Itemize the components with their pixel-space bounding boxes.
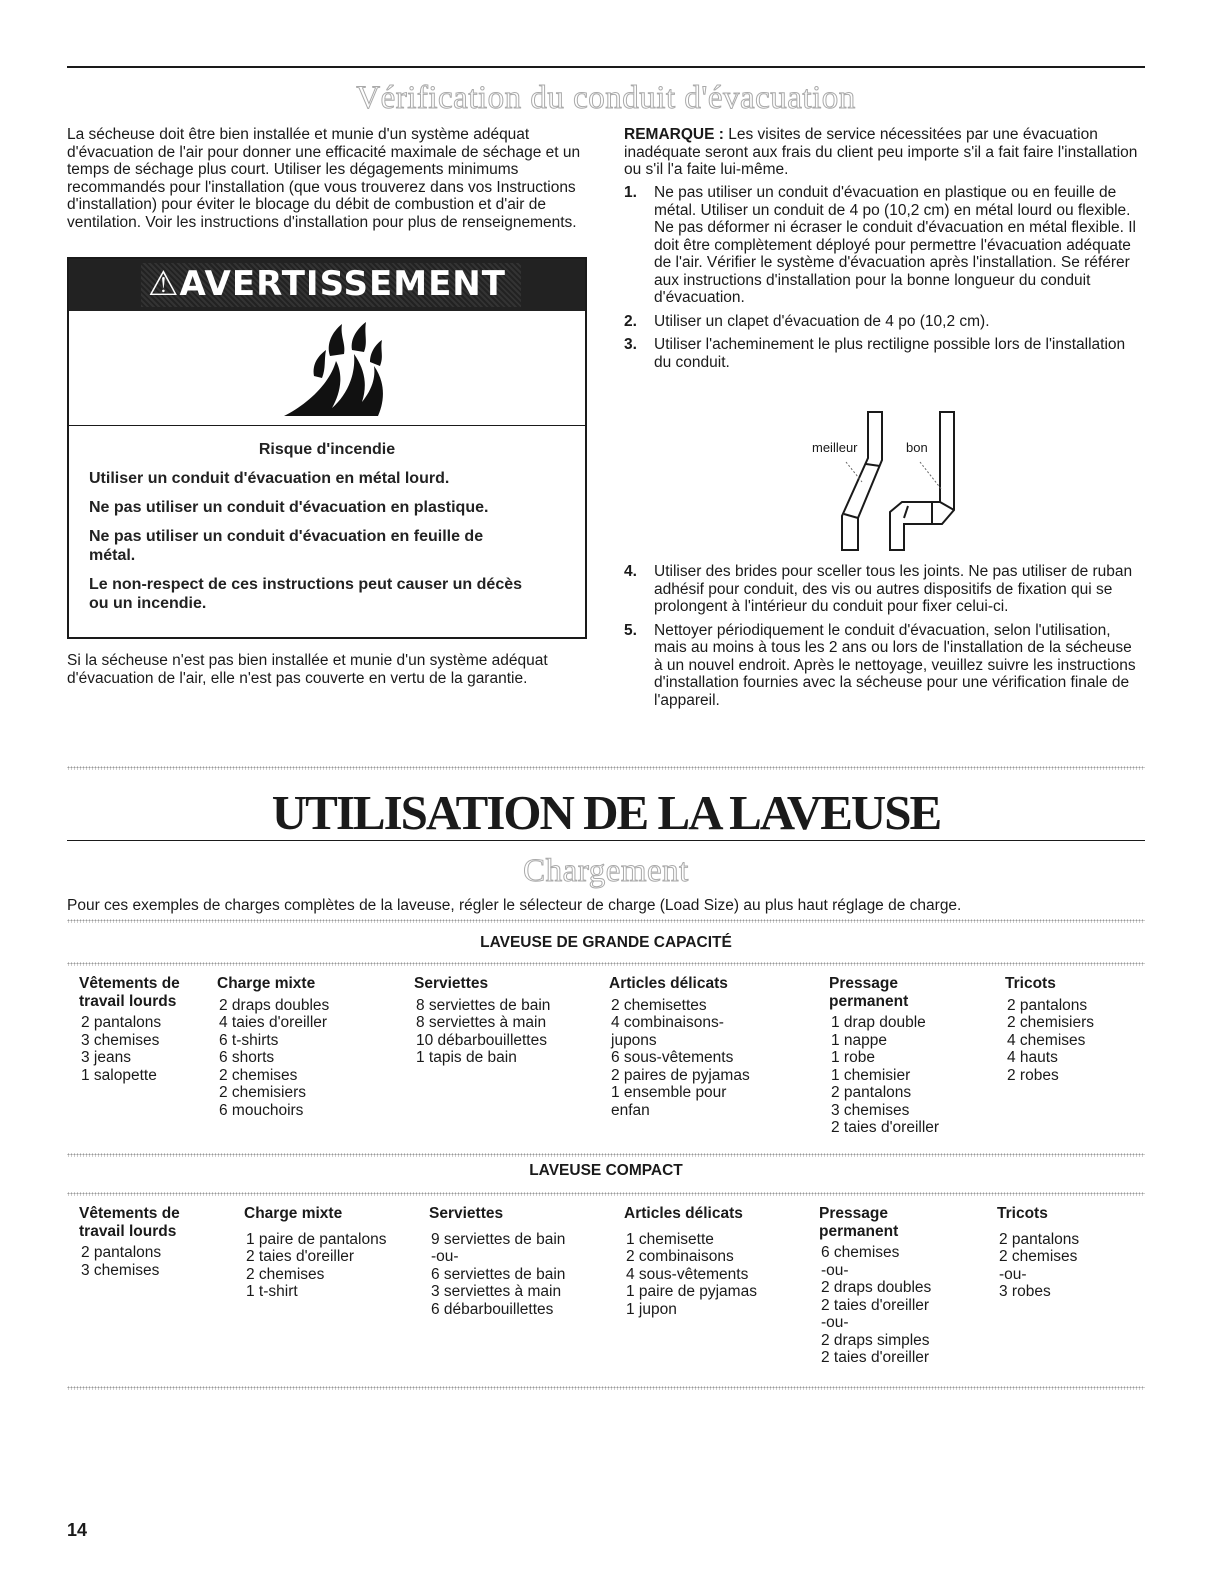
load-column: Vêtements de travail lourds 2 pantalons 3 chemises: [79, 1205, 180, 1279]
list-item: 2. Utiliser un clapet d'évacuation de 4 po (10,2 cm).: [624, 312, 990, 330]
warning-box: [67, 257, 587, 639]
warning-header-text: ⚠AVERTISSEMENT: [148, 264, 506, 304]
load-column: Serviettes 9 serviettes de bain -ou- 6 serviettes de bain 3 serviettes à main 6 débarbouillettes: [429, 1205, 566, 1318]
compact-title: LAVEUSE COMPACT: [529, 1162, 683, 1179]
diagram-label-good: bon: [906, 440, 928, 455]
diagram-label-best: meilleur: [812, 440, 858, 455]
loading-intro: Pour ces exemples de charges complètes de la laveuse, régler le sélecteur de charge (Load Size) au plus haut réglage de charge.: [67, 897, 962, 914]
warning-line: Ne pas utiliser un conduit d'évacuation en feuille de métal.: [89, 528, 484, 564]
load-column: Serviettes 8 serviettes de bain 8 serviettes à main 10 débarbouillettes 1 tapis de bain: [414, 975, 551, 1066]
duct-diagram-svg: [800, 410, 980, 555]
list-item: 3. Utiliser l'acheminement le plus rectiligne possible lors de l'installation du conduit.: [624, 336, 1126, 371]
divider: [67, 1153, 1145, 1157]
title-rule: [67, 840, 1145, 841]
load-column: Tricots 2 pantalons 2 chemisiers 4 chemises 4 hauts 2 robes: [1005, 975, 1094, 1084]
top-rule: [67, 66, 1145, 68]
warning-header: [69, 259, 585, 311]
warning-body: [69, 426, 585, 613]
warranty-paragraph: Si la sécheuse n'est pas bien installée et munie d'un système adéquat d'évacuation de l'air, elle n'est pas couverte en vertu de la garantie.: [67, 652, 548, 687]
section-title-loading: Chargement: [523, 853, 689, 889]
steps-list-2: [624, 563, 1144, 715]
remark-label: REMARQUE :: [624, 126, 724, 143]
divider: [67, 766, 1145, 770]
warning-line: Le non-respect de ces instructions peut causer un décès ou un incendie.: [89, 576, 523, 612]
load-column: Vêtements de travail lourds 2 pantalons 3 chemises 3 jeans 1 salopette: [79, 975, 180, 1084]
remark-paragraph: [624, 126, 1144, 179]
load-column: Charge mixte 2 draps doubles 4 taies d'oreiller 6 t-shirts 6 shorts 2 chemises 2 chemisiers 6 mouchoirs: [217, 975, 330, 1119]
compact-table: [79, 1205, 1159, 1367]
load-column: Articles délicats 2 chemisettes 4 combinaisons-jupons 6 sous-vêtements 2 paires de pyjamas 1 ensemble pour enfan: [609, 975, 750, 1119]
fire-icon-area: [69, 311, 585, 426]
fire-icon: [274, 316, 394, 421]
remark-text: Les visites de service nécessitées par une évacuation inadéquate seront aux frais du client peu importe s'il a fait faire l'installation ou s'il l'a faite lui-même.: [624, 126, 1138, 178]
divider: [67, 1386, 1145, 1390]
section-title-vent-check: Vérification du conduit d'évacuation: [356, 80, 856, 116]
large-capacity-table: [79, 975, 1159, 1137]
divider: [67, 962, 1145, 966]
load-column: Articles délicats 1 chemisette 2 combinaisons 4 sous-vêtements 1 paire de pyjamas 1 jupon: [624, 1205, 757, 1318]
duct-diagram: [800, 410, 980, 555]
divider: [67, 919, 1145, 923]
page-number: 14: [67, 1520, 88, 1540]
warning-triangle-icon: ⚠: [148, 264, 180, 304]
list-item: 5. Nettoyer périodiquement le conduit d'évacuation, selon l'utilisation, mais au moins à tous les 2 ans ou lors de l'installation de la sécheuse à un nouvel endroit. Après le nettoyage, veuillez suivre les instructions d'installation fournies avec la sécheuse pour une vérification finale de l'appareil.: [624, 621, 1136, 709]
steps-list-1: [624, 184, 1144, 377]
load-column: Pressage permanent 1 drap double 1 nappe 1 robe 1 chemisier 2 pantalons 3 chemises 2 taies d'oreiller: [829, 975, 940, 1136]
divider: [67, 1192, 1145, 1196]
load-column: Pressage permanent 6 chemises -ou- 2 draps doubles 2 taies d'oreiller -ou- 2 draps simples 2 taies d'oreiller: [819, 1205, 932, 1366]
intro-paragraph: La sécheuse doit être bien installée et munie d'un système adéquat d'évacuation de l'air pour donner une efficacité maximale de séchage et un temps de séchage plus court. Utiliser les dégagements minimums recommandés pour l'installation (que vous trouverez dans vos Instructions d'installation) pour éviter le blocage du débit de combustion et d'air de ventilation. Voir les instructions d'installation pour plus de renseignements.: [67, 126, 581, 231]
warning-line: Utiliser un conduit d'évacuation en métal lourd.: [89, 470, 450, 487]
main-title: UTILISATION DE LA LAVEUSE: [271, 785, 941, 840]
warning-line: Ne pas utiliser un conduit d'évacuation en plastique.: [89, 499, 489, 516]
load-column: Tricots 2 pantalons 2 chemises -ou- 3 robes: [997, 1205, 1080, 1300]
list-item: 1. Ne pas utiliser un conduit d'évacuation en plastique ou en feuille de métal. Utiliser un conduit de 4 po (10,2 cm) en métal lourd ou flexible. Ne pas déformer ni écraser le conduit d'évacuation en métal flexible. Il doit être complètement déployé pour permettre l'évacuation adéquate de l'air. Vérifier le système d'évacuation après l'installation. Se référer aux instructions d'installation pour la bonne longueur du conduit d'évacuation.: [624, 184, 1136, 306]
list-item: 4. Utiliser des brides pour sceller tous les joints. Ne pas utiliser de ruban adhésif pour conduit, des vis ou autres dispositifs de fixation qui se prolongent à l'intérieur du conduit pour fixer celui-ci.: [624, 563, 1133, 615]
large-capacity-title: LAVEUSE DE GRANDE CAPACITÉ: [480, 934, 732, 951]
warning-risk: Risque d'incendie: [258, 441, 396, 458]
load-column: Charge mixte 1 paire de pantalons 2 taies d'oreiller 2 chemises 1 t-shirt: [244, 1205, 387, 1300]
